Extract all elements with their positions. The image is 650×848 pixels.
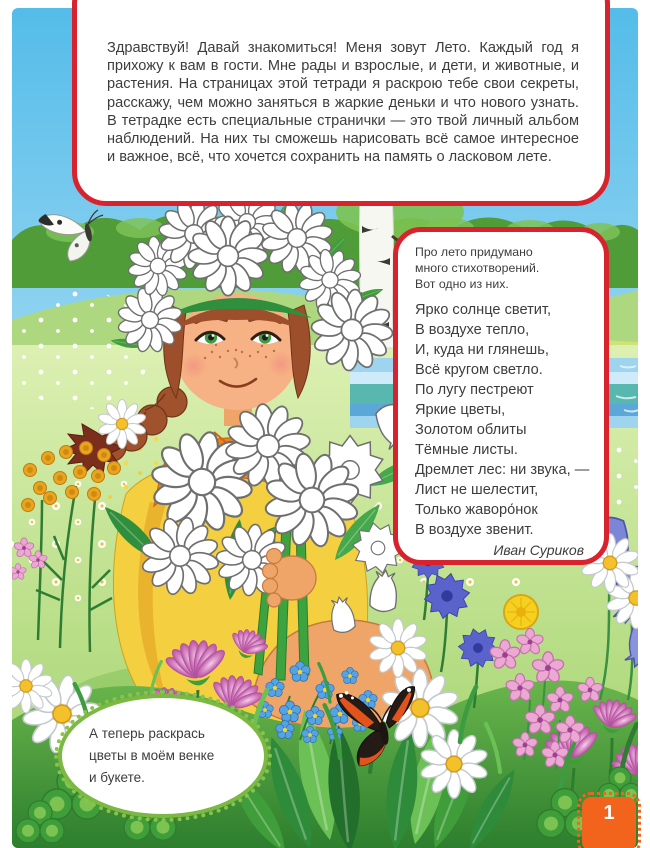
poem-line: По лугу пестреют xyxy=(415,382,534,398)
poem-line: Золотом облиты xyxy=(415,422,527,438)
poem-line: Всё кругом светло. xyxy=(415,362,543,378)
poem-line: И, куда ни глянешь, xyxy=(415,342,549,358)
page-number-badge xyxy=(582,797,636,848)
poem-text xyxy=(415,300,592,540)
poem-box xyxy=(393,227,609,565)
speech-bubble-line: и букете. xyxy=(89,770,145,785)
poem-line: Только жаворо́нок xyxy=(415,502,538,518)
poem-author: Иван Суриков xyxy=(493,542,584,558)
speech-bubble xyxy=(58,694,268,818)
page-number: 1 xyxy=(603,802,615,824)
poem-line: Ярко солнце светит, xyxy=(415,302,552,318)
poem-line: Дремлет лес: ни звука, — xyxy=(415,462,590,478)
poem-intro-line: Про лето придумано xyxy=(415,245,533,259)
poem-line: Яркие цветы, xyxy=(415,402,506,418)
poem-intro-line: много стихотворений. xyxy=(415,261,540,275)
intro-text: Здравствуй! Давай знакомиться! Меня зовут Лето. Каждый год я прихожу к вам в гости. Мне рады и взрослые, и дети, и животные, и растения. На страницах этой тетради я раскрою тебе свои секреты, расскажу, чем можно заняться в жаркие деньки и что нового узнать. В тетрадке есть специальные странички — это твой личный альбом наблюдений. На них ты сможешь нарисовать всё самое интересное и важное, всё, что хочется сохранить на память о ласковом лете. xyxy=(107,40,579,166)
speech-bubble-line: А теперь раскрась xyxy=(89,726,205,741)
dandelion xyxy=(504,595,538,629)
poem-line: Лист не шелестит, xyxy=(415,482,539,498)
poem-intro xyxy=(415,244,592,292)
poem-line: В воздухе тепло, xyxy=(415,322,530,338)
speech-bubble-line: цветы в моём венке xyxy=(89,748,215,763)
poem-intro-line: Вот одно из них. xyxy=(415,277,509,291)
intro-text-box xyxy=(72,0,610,206)
poem-line: В воздухе звенит. xyxy=(415,522,534,538)
poem-line: Тёмные листы. xyxy=(415,442,518,458)
